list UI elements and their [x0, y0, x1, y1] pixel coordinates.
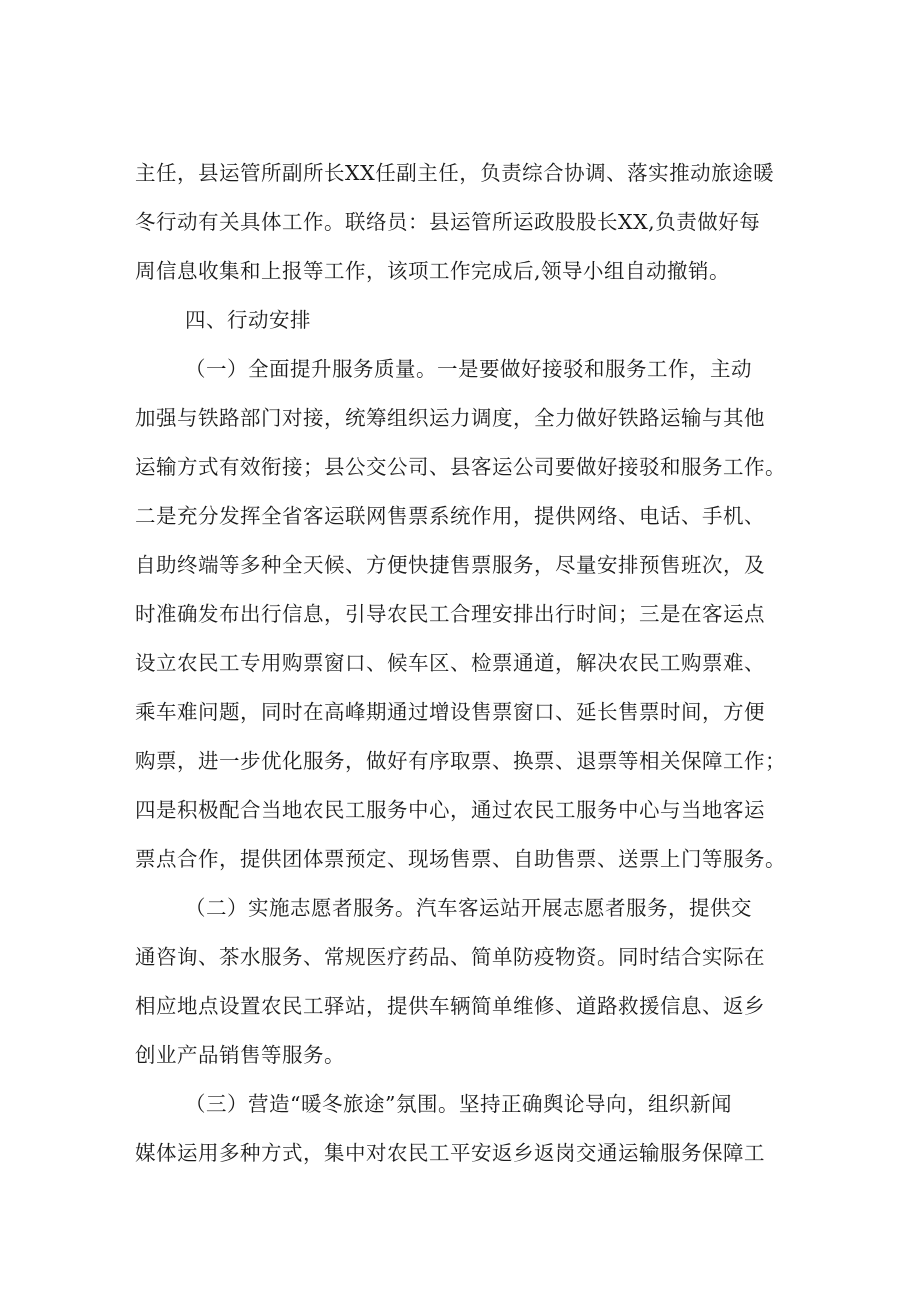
subsection-heading-line: （三）营造“暖冬旅途”氛围。坚持正确舆论导向，组织新闻 [185, 1092, 732, 1116]
body-text-line: 二是充分发挥全省客运联网售票系统作用，提供网络、电话、手机、 [135, 504, 765, 528]
body-text-line: 四是积极配合当地农民工服务中心，通过农民工服务中心与当地客运 [135, 798, 765, 822]
subsection-heading-line: （一）全面提升服务质量。一是要做好接驳和服务工作，主动 [185, 357, 752, 381]
section-heading: 四、行动安排 [185, 308, 311, 332]
body-text-line: 加强与铁路部门对接，统筹组织运力调度，全力做好铁路运输与其他 [135, 406, 765, 430]
body-text-line: 冬行动有关具体工作。联络员：县运管所运政股股长XX,负责做好每 [135, 210, 761, 234]
body-text-line: 时准确发布出行信息，引导农民工合理安排出行时间；三是在客运点 [135, 602, 765, 626]
subsection-heading-line: （二）实施志愿者服务。汽车客运站开展志愿者服务，提供交 [185, 896, 752, 920]
body-text-line: 相应地点设置农民工驿站，提供车辆简单维修、道路救援信息、返乡 [135, 994, 765, 1018]
body-text-line: 周信息收集和上报等工作，该项工作完成后,领导小组自动撤销。 [135, 259, 731, 283]
body-text-line: 自助终端等多种全天候、方便快捷售票服务，尽量安排预售班次，及 [135, 553, 765, 577]
body-text-line: 运输方式有效衔接；县公交公司、县客运公司要做好接驳和服务工作。 [135, 455, 786, 479]
body-text-line: 主任，县运管所副所长XX任副主任，负责综合协调、落实推动旅途暖 [135, 161, 775, 185]
body-text-line: 创业产品销售等服务。 [135, 1043, 345, 1067]
body-text-line: 票点合作，提供团体票预定、现场售票、自助售票、送票上门等服务。 [135, 847, 786, 871]
body-text-line: 通咨询、茶水服务、常规医疗药品、简单防疫物资。同时结合实际在 [135, 945, 765, 969]
body-text-line: 设立农民工专用购票窗口、候车区、检票通道，解决农民工购票难、 [135, 651, 765, 675]
body-text-line: 购票，进一步优化服务，做好有序取票、换票、退票等相关保障工作； [135, 749, 786, 773]
body-text-line: 媒体运用多种方式，集中对农民工平安返乡返岗交通运输服务保障工 [135, 1141, 765, 1165]
body-text-line: 乘车难问题，同时在高峰期通过增设售票窗口、延长售票时间，方便 [135, 700, 765, 724]
